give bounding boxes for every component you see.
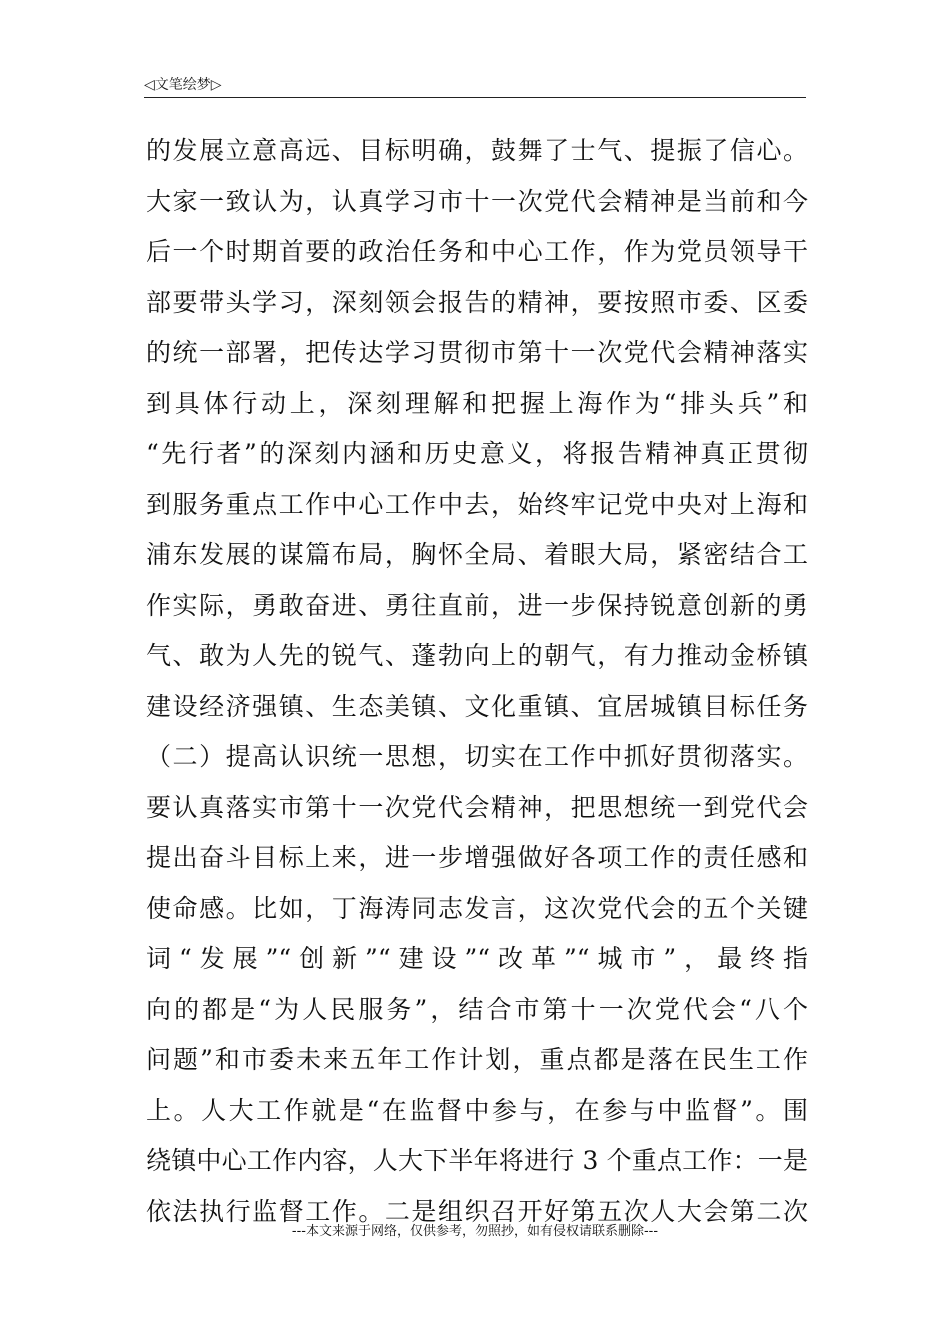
body-line: 到服务重点工作中心工作中去，始终牢记党中央对上海和 <box>146 489 808 519</box>
body-line: 问题”和市委未来五年工作计划，重点都是落在民生工作 <box>146 1045 808 1074</box>
body-line: 大家一致认为，认真学习市十一次党代会精神是当前和今 <box>146 186 808 216</box>
body-line: 向的都是“为人民服务”，结合市第十一次党代会“八个 <box>146 994 808 1024</box>
body-line: “先行者”的深刻内涵和历史意义，将报告精神真正贯彻 <box>146 439 808 468</box>
body-line: 浦东发展的谋篇布局，胸怀全局、着眼大局，紧密结合工 <box>146 540 808 569</box>
body-line: 词“发展”“创新”“建设”“改革”“城市”，最终指 <box>146 944 808 973</box>
body-line: 使命感。比如，丁海涛同志发言，这次党代会的五个关键 <box>146 893 808 923</box>
footer-notice: ---本文来源于网络，仅供参考，勿照抄，如有侵权请联系删除--- <box>291 1224 659 1239</box>
body-line: 提出奋斗目标上来，进一步增强做好各项工作的责任感和 <box>146 843 808 872</box>
body-line: 部要带头学习，深刻领会报告的精神，要按照市委、区委 <box>146 287 808 317</box>
body-line: 后一个时期首要的政治任务和中心工作，作为党员领导干 <box>146 237 808 266</box>
body-line: 到具体行动上，深刻理解和把握上海作为“排头兵”和 <box>146 388 808 418</box>
body-line: 的发展立意高远、目标明确，鼓舞了士气、提振了信心。 <box>146 136 808 165</box>
body-line: 要认真落实市第十一次党代会精神，把思想统一到党代会 <box>146 792 808 822</box>
body-line: 气、敢为人先的锐气、蓬勃向上的朝气，有力推动金桥镇 <box>146 641 808 670</box>
document-header: ◁文笔绘梦▷ <box>144 77 222 93</box>
header-divider <box>144 97 806 98</box>
body-line: 建设经济强镇、生态美镇、文化重镇、宜居城镇目标任务 <box>146 691 808 721</box>
body-line: 绕镇中心工作内容，人大下半年将进行 3 个重点工作：一是 <box>146 1146 808 1175</box>
body-line: 作实际，勇敢奋进、勇往直前，进一步保持锐意创新的勇 <box>146 590 808 620</box>
section-heading: （二）提高认识统一思想，切实在工作中抓好贯彻落实。 <box>146 742 808 771</box>
body-line: 的统一部署，把传达学习贯彻市第十一次党代会精神落实 <box>146 338 808 367</box>
body-line: 依法执行监督工作。二是组织召开好第五次人大会第二次 <box>146 1196 808 1226</box>
body-text <box>146 126 808 1237</box>
body-line: 上。人大工作就是“在监督中参与，在参与中监督”。围 <box>146 1095 808 1125</box>
